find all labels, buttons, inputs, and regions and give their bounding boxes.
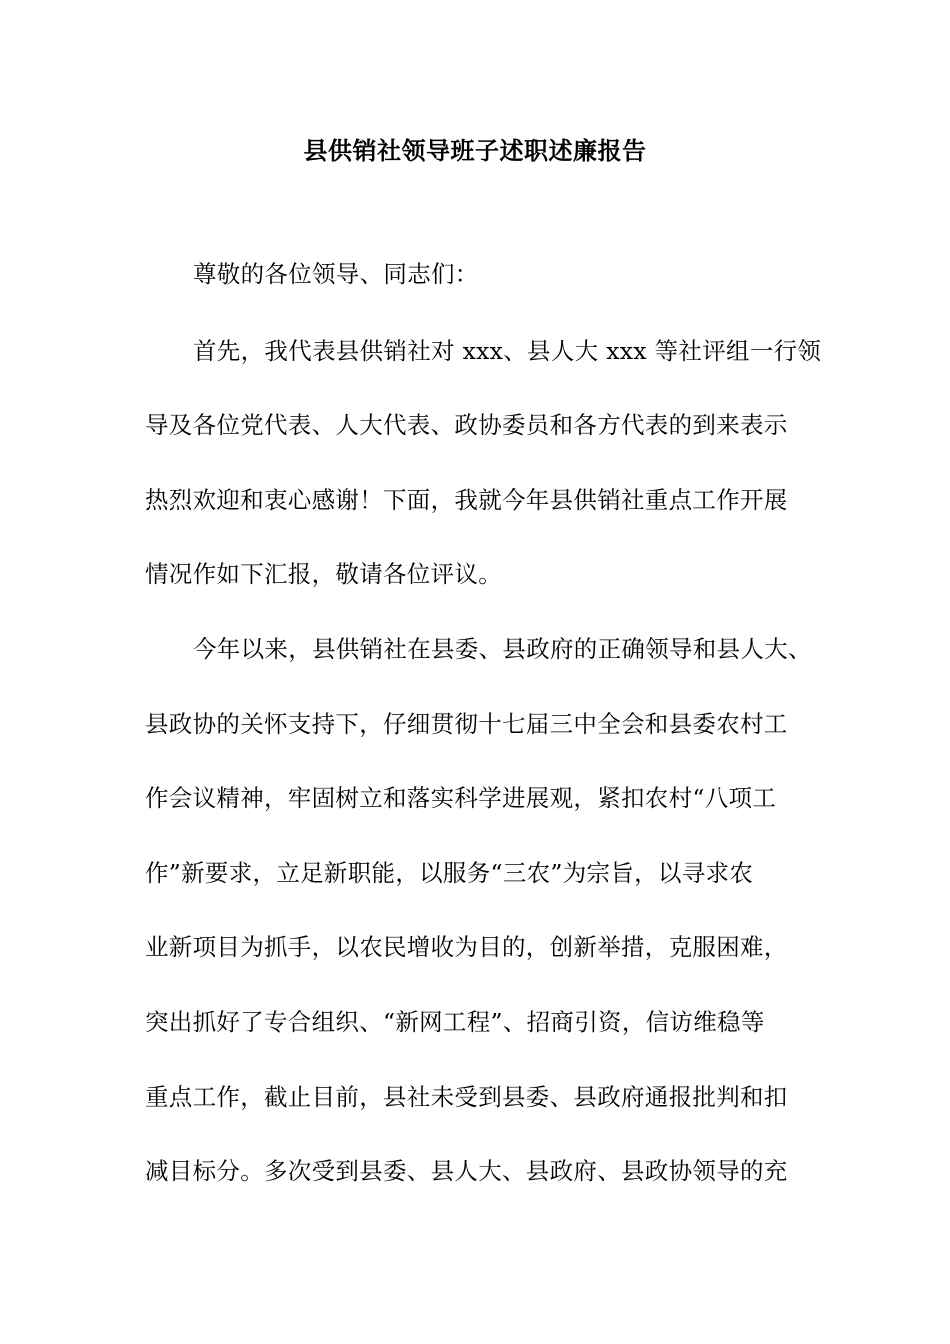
body-line: 作”新要求，立足新职能，以服务“三农”为宗旨，以寻求农 — [145, 859, 754, 887]
body-line: 业新项目为抓手，以农民增收为目的，创新举措，克服困难， — [145, 933, 788, 961]
body-line: 首先，我代表县供销社对 xxx、县人大 xxx 等社评组一行领 — [193, 337, 822, 365]
body-line: 作会议精神，牢固树立和落实科学进展观，紧扣农村“八项工 — [145, 784, 777, 812]
body-line: 县政协的关怀支持下，仔细贯彻十七届三中全会和县委农村工 — [145, 710, 788, 738]
body-line: 重点工作，截止目前，县社未受到县委、县政府通报批判和扣 — [145, 1083, 788, 1111]
body-line: 情况作如下汇报，敬请各位评议。 — [145, 560, 502, 588]
body-line: 热烈欢迎和衷心感谢！下面，我就今年县供销社重点工作开展 — [145, 486, 788, 514]
body-line: 减目标分。多次受到县委、县人大、县政府、县政协领导的充 — [145, 1157, 788, 1185]
document-title: 县供销社领导班子述职述廉报告 — [303, 136, 647, 165]
body-line: 今年以来，县供销社在县委、县政府的正确领导和县人大、 — [193, 635, 812, 663]
salutation-line: 尊敬的各位领导、同志们： — [193, 260, 479, 288]
body-line: 突出抓好了专合组织、“新网工程”、招商引资，信访维稳等 — [145, 1008, 765, 1036]
body-line: 导及各位党代表、人大代表、政协委员和各方代表的到来表示 — [145, 411, 788, 439]
